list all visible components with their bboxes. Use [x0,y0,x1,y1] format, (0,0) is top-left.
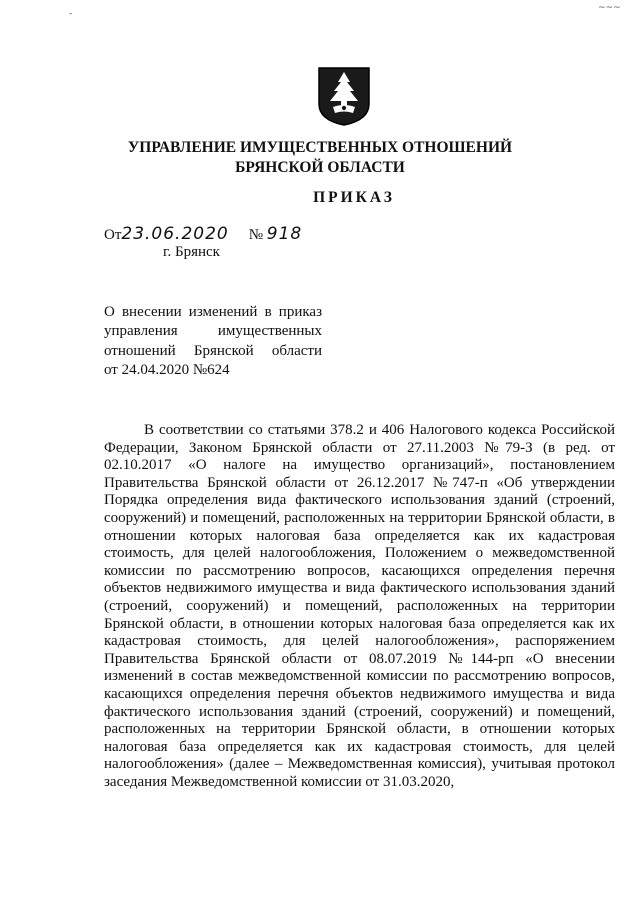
scan-mark-left: - [69,9,73,19]
handwritten-date: 23.06.2020 [121,224,229,244]
subject-line-3: отношений Брянской области [104,342,322,359]
organization-name-line-2: БРЯНСКОЙ ОБЛАСТИ [235,159,405,176]
subject-line-4: от 24.04.2020 №624 [104,361,230,378]
scan-mark-right: ~~~ [598,3,621,13]
subject-line-1: О внесении изменений в приказ [104,304,322,320]
document-subject [104,303,322,380]
number-prefix: № [248,227,264,243]
subject-line-2: управления имущественных [104,323,322,340]
city-line: г. Брянск [163,244,220,260]
organization-name-line-1: УПРАВЛЕНИЕ ИМУЩЕСТВЕННЫХ ОТНОШЕНИЙ [127,139,513,156]
date-prefix: От [104,227,122,243]
document-type-title: ПРИКАЗ [313,189,395,206]
handwritten-number: 918 [266,224,303,244]
body-paragraph: В соответствии со статьями 378.2 и 406 Налогового кодекса Российской Федерации, Законом Брянской области от 27.11.2003 №79-З (в ред. от 02.10.2017 «О налоге на имущество организаций», постановлением Правительства Брянской области от 26.12.2017 №747-п «Об утверждении Порядка определения вида фактического использования зданий (строений, сооружений) и помещений, расположенных на территории Брянской области, в отношении которых налоговая база определяется как их кадастровая стоимость, для целей налогообложения, Положением о межведомственной комиссии по рассмотрению вопросов, касающихся определения перечня объектов недвижимого имущества и вида фактического использования зданий (строений, сооружений) и помещений, расположенных на территории Брянской области, в отношении которых налоговая база определяется как их кадастровая стоимость, для целей налогообложения», распоряжением Правительства Брянской области от 08.07.2019 №144-рп «О внесении изменений в состав межведомственной комиссии по рассмотрению вопросов, касающихся определения перечня объектов недвижимого имущества и вида фактического использования зданий (строений, сооружений) и помещений, расположенных на территории Брянской области, в отношении которых налоговая база определяется как их кадастровая стоимость, для целей налогообложения» (далее – Межведомственная комиссия), учитывая протокол заседания Межведомственной комиссии от 31.03.2020, [104,422,615,790]
coat-of-arms-icon [317,66,371,126]
